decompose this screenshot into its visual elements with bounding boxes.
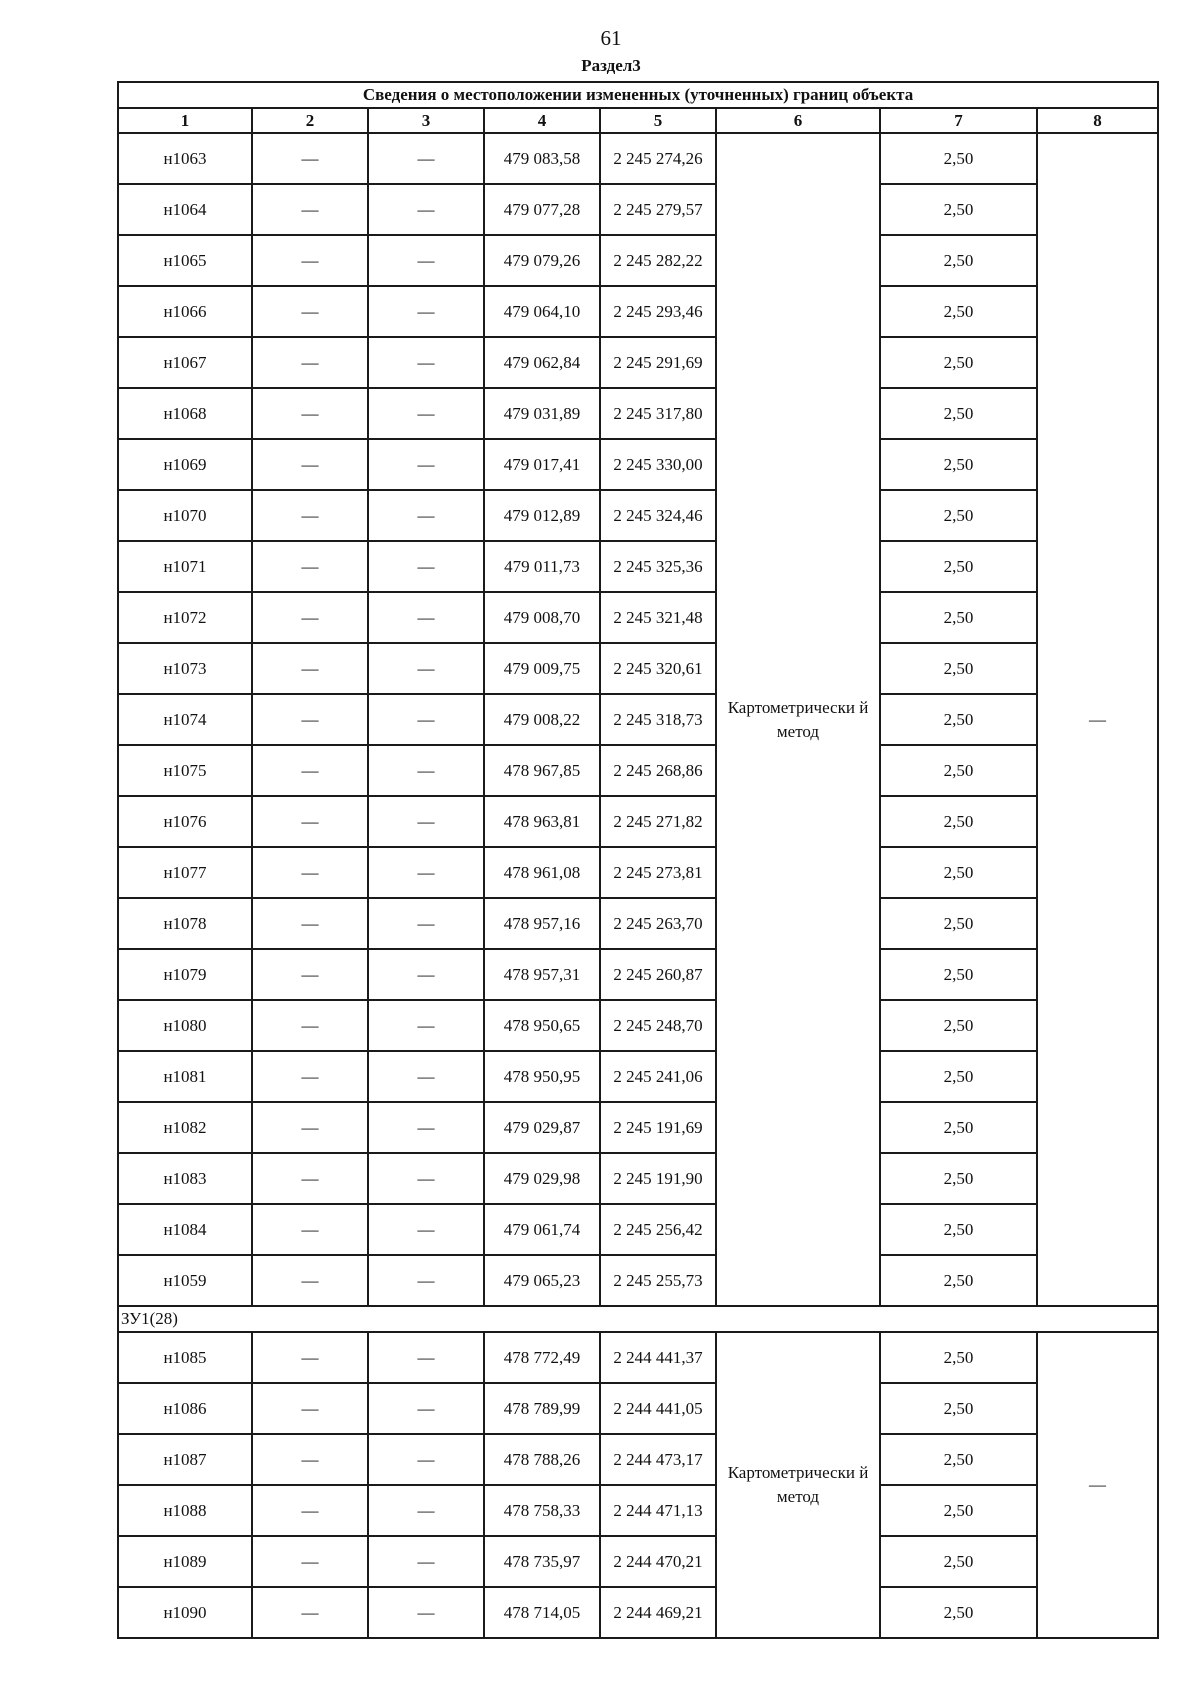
accuracy-cell: 2,50 [880,1204,1037,1255]
point-name-cell: н1079 [118,949,252,1000]
column-2-cell: — [252,337,368,388]
column-2-cell: — [252,388,368,439]
point-name-cell: н1059 [118,1255,252,1306]
table-row [118,286,1158,337]
accuracy-cell: 2,50 [880,1332,1037,1383]
x-coordinate-cell: 478 758,33 [484,1485,600,1536]
column-2-cell: — [252,745,368,796]
column-header: 3 [368,108,484,133]
x-coordinate-cell: 479 064,10 [484,286,600,337]
point-name-cell: н1073 [118,643,252,694]
table-row [118,1587,1158,1638]
x-coordinate-cell: 478 950,65 [484,1000,600,1051]
x-coordinate-cell: 479 083,58 [484,133,600,184]
table-row [118,133,1158,184]
point-name-cell: н1077 [118,847,252,898]
column-2-cell: — [252,133,368,184]
accuracy-cell: 2,50 [880,796,1037,847]
table-row [118,592,1158,643]
accuracy-cell: 2,50 [880,490,1037,541]
group-label: ЗУ1(28) [118,1306,1158,1332]
column-3-cell: — [368,1485,484,1536]
point-name-cell: н1066 [118,286,252,337]
table-row [118,796,1158,847]
y-coordinate-cell: 2 245 318,73 [600,694,716,745]
point-name-cell: н1084 [118,1204,252,1255]
method-cell: Картометрически й метод [716,1332,880,1638]
column-2-cell: — [252,235,368,286]
column-2-cell: — [252,1485,368,1536]
point-name-cell: н1078 [118,898,252,949]
accuracy-cell: 2,50 [880,1102,1037,1153]
accuracy-cell: 2,50 [880,1485,1037,1536]
y-coordinate-cell: 2 245 268,86 [600,745,716,796]
table-row [118,1485,1158,1536]
point-name-cell: н1074 [118,694,252,745]
column-3-cell: — [368,490,484,541]
y-coordinate-cell: 2 245 279,57 [600,184,716,235]
y-coordinate-cell: 2 244 471,13 [600,1485,716,1536]
column-3-cell: — [368,1383,484,1434]
table-row [118,235,1158,286]
point-name-cell: н1065 [118,235,252,286]
column-8-cell: — [1037,1332,1158,1638]
table-row [118,1332,1158,1383]
column-header: 7 [880,108,1037,133]
column-3-cell: — [368,541,484,592]
point-name-cell: н1085 [118,1332,252,1383]
column-3-cell: — [368,1587,484,1638]
point-name-cell: н1082 [118,1102,252,1153]
table-row [118,1153,1158,1204]
table-row [118,745,1158,796]
column-3-cell: — [368,1255,484,1306]
accuracy-cell: 2,50 [880,1536,1037,1587]
x-coordinate-cell: 478 961,08 [484,847,600,898]
point-name-cell: н1064 [118,184,252,235]
column-2-cell: — [252,1204,368,1255]
column-3-cell: — [368,592,484,643]
table-row [118,1434,1158,1485]
x-coordinate-cell: 478 789,99 [484,1383,600,1434]
x-coordinate-cell: 478 950,95 [484,1051,600,1102]
point-name-cell: н1071 [118,541,252,592]
x-coordinate-cell: 478 714,05 [484,1587,600,1638]
column-3-cell: — [368,1332,484,1383]
point-name-cell: н1068 [118,388,252,439]
x-coordinate-cell: 479 079,26 [484,235,600,286]
column-header: 6 [716,108,880,133]
column-8-cell: — [1037,133,1158,1306]
y-coordinate-cell: 2 245 256,42 [600,1204,716,1255]
y-coordinate-cell: 2 244 469,21 [600,1587,716,1638]
column-2-cell: — [252,949,368,1000]
x-coordinate-cell: 478 772,49 [484,1332,600,1383]
x-coordinate-cell: 479 012,89 [484,490,600,541]
column-3-cell: — [368,694,484,745]
y-coordinate-cell: 2 245 263,70 [600,898,716,949]
column-3-cell: — [368,898,484,949]
point-name-cell: н1083 [118,1153,252,1204]
accuracy-cell: 2,50 [880,1383,1037,1434]
column-2-cell: — [252,847,368,898]
point-name-cell: н1067 [118,337,252,388]
x-coordinate-cell: 478 788,26 [484,1434,600,1485]
table-row [118,184,1158,235]
point-name-cell: н1075 [118,745,252,796]
y-coordinate-cell: 2 245 320,61 [600,643,716,694]
accuracy-cell: 2,50 [880,1000,1037,1051]
column-header: 1 [118,108,252,133]
table-row [118,1000,1158,1051]
table-body [118,133,1158,1638]
y-coordinate-cell: 2 245 293,46 [600,286,716,337]
table-row [118,1255,1158,1306]
column-3-cell: — [368,439,484,490]
x-coordinate-cell: 478 967,85 [484,745,600,796]
accuracy-cell: 2,50 [880,847,1037,898]
table-caption: Сведения о местоположении измененных (уточненных) границ объекта [118,82,1158,108]
x-coordinate-cell: 479 029,87 [484,1102,600,1153]
y-coordinate-cell: 2 245 191,90 [600,1153,716,1204]
column-2-cell: — [252,1153,368,1204]
column-2-cell: — [252,898,368,949]
column-header: 5 [600,108,716,133]
column-3-cell: — [368,949,484,1000]
y-coordinate-cell: 2 245 317,80 [600,388,716,439]
y-coordinate-cell: 2 244 441,05 [600,1383,716,1434]
x-coordinate-cell: 479 017,41 [484,439,600,490]
column-header: 8 [1037,108,1158,133]
column-3-cell: — [368,1102,484,1153]
column-3-cell: — [368,1536,484,1587]
accuracy-cell: 2,50 [880,133,1037,184]
x-coordinate-cell: 479 077,28 [484,184,600,235]
accuracy-cell: 2,50 [880,949,1037,1000]
table-row [118,388,1158,439]
column-3-cell: — [368,286,484,337]
column-2-cell: — [252,1255,368,1306]
table-row [118,949,1158,1000]
column-2-cell: — [252,643,368,694]
column-2-cell: — [252,1332,368,1383]
x-coordinate-cell: 479 062,84 [484,337,600,388]
column-header-row [118,108,1158,133]
accuracy-cell: 2,50 [880,286,1037,337]
table-row [118,1102,1158,1153]
accuracy-cell: 2,50 [880,1587,1037,1638]
column-3-cell: — [368,1051,484,1102]
column-2-cell: — [252,1000,368,1051]
table-row [118,337,1158,388]
accuracy-cell: 2,50 [880,1255,1037,1306]
x-coordinate-cell: 479 061,74 [484,1204,600,1255]
point-name-cell: н1089 [118,1536,252,1587]
y-coordinate-cell: 2 245 291,69 [600,337,716,388]
accuracy-cell: 2,50 [880,439,1037,490]
accuracy-cell: 2,50 [880,541,1037,592]
point-name-cell: н1070 [118,490,252,541]
x-coordinate-cell: 479 008,70 [484,592,600,643]
y-coordinate-cell: 2 245 191,69 [600,1102,716,1153]
y-coordinate-cell: 2 245 330,00 [600,439,716,490]
y-coordinate-cell: 2 244 470,21 [600,1536,716,1587]
x-coordinate-cell: 479 008,22 [484,694,600,745]
x-coordinate-cell: 479 065,23 [484,1255,600,1306]
y-coordinate-cell: 2 245 325,36 [600,541,716,592]
y-coordinate-cell: 2 245 248,70 [600,1000,716,1051]
column-3-cell: — [368,643,484,694]
y-coordinate-cell: 2 244 441,37 [600,1332,716,1383]
y-coordinate-cell: 2 245 282,22 [600,235,716,286]
y-coordinate-cell: 2 245 255,73 [600,1255,716,1306]
point-name-cell: н1076 [118,796,252,847]
table-row [118,1051,1158,1102]
table-row [118,439,1158,490]
point-name-cell: н1072 [118,592,252,643]
column-2-cell: — [252,439,368,490]
column-3-cell: — [368,1204,484,1255]
y-coordinate-cell: 2 245 321,48 [600,592,716,643]
x-coordinate-cell: 478 957,16 [484,898,600,949]
x-coordinate-cell: 479 029,98 [484,1153,600,1204]
accuracy-cell: 2,50 [880,1051,1037,1102]
table-row [118,898,1158,949]
column-2-cell: — [252,184,368,235]
x-coordinate-cell: 478 735,97 [484,1536,600,1587]
table-row [118,847,1158,898]
table-row [118,490,1158,541]
point-name-cell: н1063 [118,133,252,184]
table-row [118,1536,1158,1587]
accuracy-cell: 2,50 [880,235,1037,286]
column-2-cell: — [252,286,368,337]
x-coordinate-cell: 479 009,75 [484,643,600,694]
column-3-cell: — [368,388,484,439]
column-3-cell: — [368,1153,484,1204]
boundary-coordinates-table [117,81,1159,1639]
column-3-cell: — [368,337,484,388]
accuracy-cell: 2,50 [880,898,1037,949]
y-coordinate-cell: 2 244 473,17 [600,1434,716,1485]
accuracy-cell: 2,50 [880,1153,1037,1204]
accuracy-cell: 2,50 [880,643,1037,694]
accuracy-cell: 2,50 [880,592,1037,643]
column-3-cell: — [368,796,484,847]
column-2-cell: — [252,1587,368,1638]
accuracy-cell: 2,50 [880,1434,1037,1485]
accuracy-cell: 2,50 [880,388,1037,439]
y-coordinate-cell: 2 245 271,82 [600,796,716,847]
x-coordinate-cell: 479 011,73 [484,541,600,592]
table-row [118,1383,1158,1434]
column-header: 4 [484,108,600,133]
column-2-cell: — [252,1536,368,1587]
x-coordinate-cell: 479 031,89 [484,388,600,439]
accuracy-cell: 2,50 [880,184,1037,235]
column-3-cell: — [368,847,484,898]
column-3-cell: — [368,133,484,184]
column-2-cell: — [252,694,368,745]
y-coordinate-cell: 2 245 260,87 [600,949,716,1000]
y-coordinate-cell: 2 245 274,26 [600,133,716,184]
column-3-cell: — [368,745,484,796]
column-header: 2 [252,108,368,133]
accuracy-cell: 2,50 [880,337,1037,388]
table-row [118,694,1158,745]
method-cell: Картометрически й метод [716,133,880,1306]
column-2-cell: — [252,490,368,541]
table-row [118,643,1158,694]
point-name-cell: н1088 [118,1485,252,1536]
column-3-cell: — [368,1434,484,1485]
point-name-cell: н1086 [118,1383,252,1434]
column-2-cell: — [252,796,368,847]
column-2-cell: — [252,541,368,592]
column-2-cell: — [252,1383,368,1434]
column-3-cell: — [368,184,484,235]
y-coordinate-cell: 2 245 241,06 [600,1051,716,1102]
table-row [118,1204,1158,1255]
column-3-cell: — [368,235,484,286]
point-name-cell: н1087 [118,1434,252,1485]
page-number: 61 [600,26,622,50]
section-title: Раздел3 [581,56,641,75]
column-2-cell: — [252,1051,368,1102]
point-name-cell: н1069 [118,439,252,490]
point-name-cell: н1081 [118,1051,252,1102]
y-coordinate-cell: 2 245 324,46 [600,490,716,541]
accuracy-cell: 2,50 [880,694,1037,745]
y-coordinate-cell: 2 245 273,81 [600,847,716,898]
point-name-cell: н1090 [118,1587,252,1638]
column-2-cell: — [252,592,368,643]
column-2-cell: — [252,1434,368,1485]
x-coordinate-cell: 478 963,81 [484,796,600,847]
group-label-row [118,1306,1158,1332]
column-3-cell: — [368,1000,484,1051]
accuracy-cell: 2,50 [880,745,1037,796]
point-name-cell: н1080 [118,1000,252,1051]
table-row [118,541,1158,592]
x-coordinate-cell: 478 957,31 [484,949,600,1000]
column-2-cell: — [252,1102,368,1153]
